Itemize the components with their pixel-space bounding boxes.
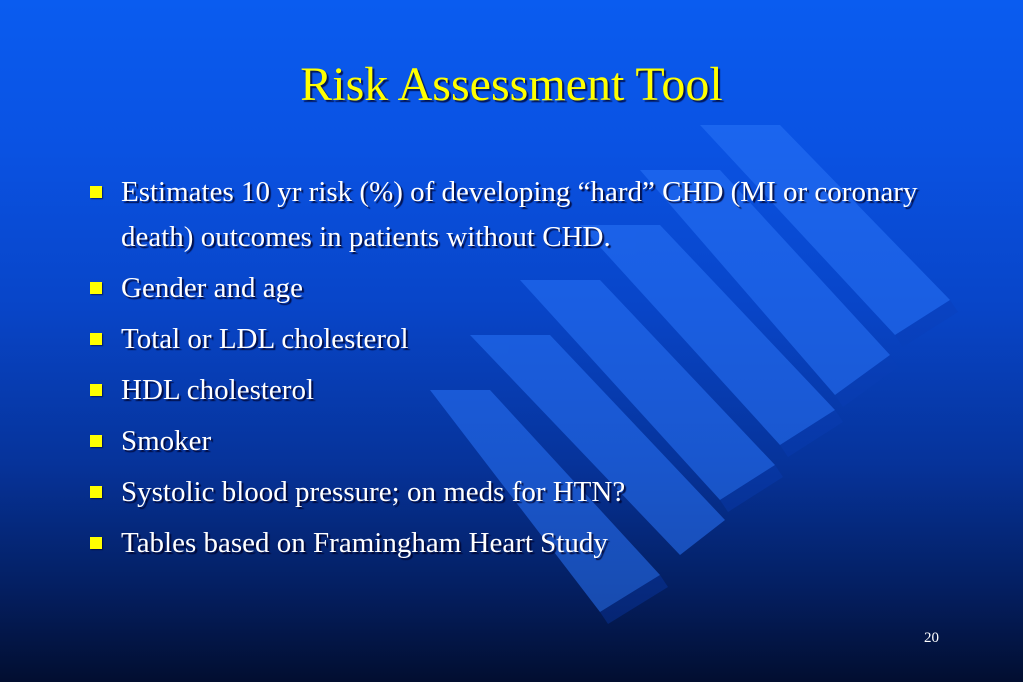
bullet-item [88,170,938,260]
bullet-list [88,170,938,572]
square-bullet-icon [90,384,102,396]
bullet-item [88,470,938,514]
square-bullet-icon [90,333,102,345]
slide-title: Risk Assessment Tool [300,58,723,111]
bullet-text: Smoker [121,425,212,457]
bullet-text: Total or LDL cholesterol [121,323,409,355]
bullet-text: Tables based on Framingham Heart Study [121,527,608,559]
square-bullet-icon [90,537,102,549]
square-bullet-icon [90,186,102,198]
slide-number: 20 [924,630,939,646]
square-bullet-icon [90,435,102,447]
bullet-text: Systolic blood pressure; on meds for HTN? [121,476,626,508]
bullet-item [88,368,938,412]
square-bullet-icon [90,486,102,498]
square-bullet-icon [90,282,102,294]
bullet-item [88,521,938,565]
bullet-text: HDL cholesterol [121,374,315,406]
bullet-item [88,419,938,463]
bullet-item [88,317,938,361]
bullet-text: Estimates 10 yr risk (%) of developing “hard” CHD (MI or coronary death) outcomes in patients without CHD. [121,176,918,253]
bullet-item [88,266,938,310]
bullet-text: Gender and age [121,272,303,304]
